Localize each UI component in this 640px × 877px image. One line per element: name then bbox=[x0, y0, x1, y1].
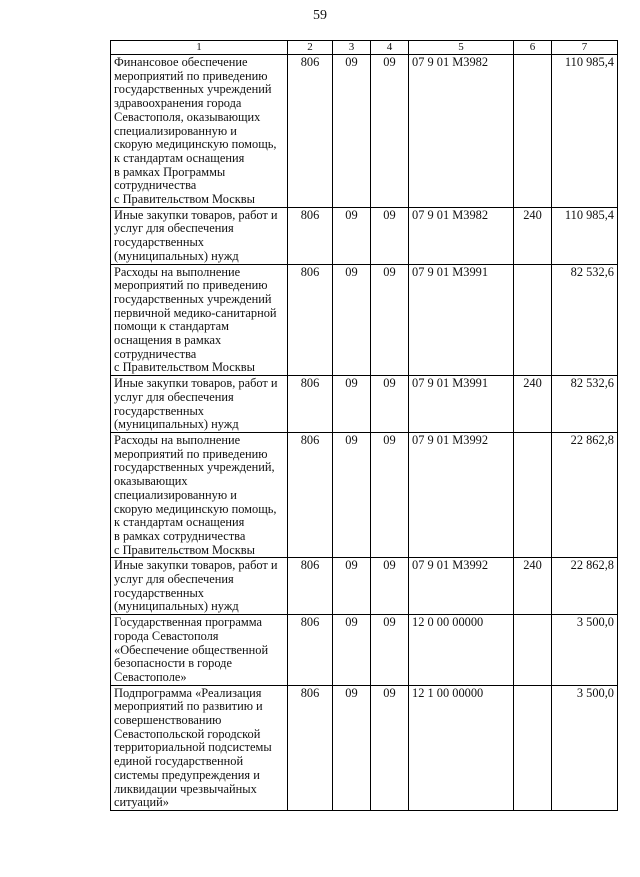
expense-type-cell bbox=[514, 558, 552, 615]
ministry-code-cell-text: 806 bbox=[300, 376, 320, 391]
ministry-code-cell bbox=[288, 207, 333, 264]
table-row bbox=[111, 558, 618, 615]
section-code-cell-text: 09 bbox=[345, 55, 358, 69]
ministry-code-cell-text: 806 bbox=[300, 558, 320, 573]
column-header-7: 7 bbox=[552, 41, 618, 55]
row-name-cell bbox=[111, 558, 288, 615]
subsection-code-cell-text: 09 bbox=[383, 432, 396, 447]
amount-cell-text: 22 862,8 bbox=[570, 432, 614, 447]
ministry-code-cell bbox=[288, 685, 333, 810]
ministry-code-cell bbox=[288, 264, 333, 376]
section-code-cell-text: 09 bbox=[345, 685, 358, 700]
subsection-code-cell-text: 09 bbox=[383, 376, 396, 391]
section-code-cell-text: 09 bbox=[345, 376, 358, 391]
amount-cell-text: 82 532,6 bbox=[570, 264, 614, 279]
target-article-cell bbox=[409, 264, 514, 376]
table-row bbox=[111, 615, 618, 686]
target-article-cell bbox=[409, 615, 514, 686]
amount-cell-text: 3 500,0 bbox=[576, 615, 614, 630]
amount-cell-text: 82 532,6 bbox=[570, 376, 614, 391]
section-code-cell-text: 09 bbox=[345, 264, 358, 279]
subsection-code-cell bbox=[371, 432, 409, 557]
column-header-3: 3 bbox=[333, 41, 371, 55]
row-name-cell-text: Расходы на выполнение мероприятий по приведению государственных учреждений первичной медико-санитарной помощи к стандартам оснащения в рамках сотрудничества с Правительством Москвы bbox=[114, 264, 277, 375]
expense-type-cell bbox=[514, 432, 552, 557]
target-article-cell-text: 12 1 00 00000 bbox=[412, 685, 484, 700]
ministry-code-cell-text: 806 bbox=[300, 207, 320, 222]
row-name-cell-text: Иные закупки товаров, работ и услуг для обеспечения государственных (муниципальных) нужд bbox=[114, 558, 278, 614]
target-article-cell bbox=[409, 558, 514, 615]
ministry-code-cell-text: 806 bbox=[300, 55, 320, 69]
column-header-4: 4 bbox=[371, 41, 409, 55]
expense-type-cell bbox=[514, 685, 552, 810]
target-article-cell-text: 07 9 01 М3982 bbox=[412, 207, 489, 222]
section-code-cell bbox=[333, 376, 371, 433]
target-article-cell bbox=[409, 55, 514, 208]
section-code-cell bbox=[333, 207, 371, 264]
row-name-cell bbox=[111, 432, 288, 557]
expense-type-cell bbox=[514, 615, 552, 686]
ministry-code-cell-text: 806 bbox=[300, 432, 320, 447]
section-code-cell-text: 09 bbox=[345, 615, 358, 630]
row-name-cell bbox=[111, 55, 288, 208]
expense-type-cell bbox=[514, 207, 552, 264]
table-row bbox=[111, 55, 618, 208]
target-article-cell bbox=[409, 376, 514, 433]
table-row bbox=[111, 685, 618, 810]
ministry-code-cell bbox=[288, 55, 333, 208]
table-row bbox=[111, 264, 618, 376]
amount-cell bbox=[552, 432, 618, 557]
expense-type-cell-text: 240 bbox=[523, 376, 542, 391]
amount-cell bbox=[552, 55, 618, 208]
section-code-cell bbox=[333, 685, 371, 810]
ministry-code-cell bbox=[288, 558, 333, 615]
row-name-cell-text: Иные закупки товаров, работ и услуг для обеспечения государственных (муниципальных) нужд bbox=[114, 207, 278, 263]
target-article-cell-text: 12 0 00 00000 bbox=[412, 615, 484, 630]
section-code-cell bbox=[333, 615, 371, 686]
amount-cell bbox=[552, 558, 618, 615]
ministry-code-cell bbox=[288, 376, 333, 433]
amount-cell-text: 110 985,4 bbox=[564, 207, 614, 222]
row-name-cell bbox=[111, 264, 288, 376]
row-name-cell-text: Расходы на выполнение мероприятий по приведению государственных учреждений, оказывающих специализированную и скорую медицинскую помощь, к стандартам оснащения в рамках сотрудничества с Правительством Москвы bbox=[114, 432, 277, 557]
table-row bbox=[111, 207, 618, 264]
amount-cell bbox=[552, 207, 618, 264]
subsection-code-cell bbox=[371, 558, 409, 615]
expense-type-cell-text: 240 bbox=[523, 207, 542, 222]
expense-type-cell bbox=[514, 55, 552, 208]
subsection-code-cell-text: 09 bbox=[383, 264, 396, 279]
row-name-cell-text: Государственная программа города Севастополя «Обеспечение общественной безопасности в городе Севастополе» bbox=[114, 615, 269, 684]
table-row bbox=[111, 432, 618, 557]
amount-cell bbox=[552, 685, 618, 810]
target-article-cell bbox=[409, 207, 514, 264]
subsection-code-cell bbox=[371, 615, 409, 686]
subsection-code-cell-text: 09 bbox=[383, 615, 396, 630]
row-name-cell bbox=[111, 685, 288, 810]
target-article-cell-text: 07 9 01 М3992 bbox=[412, 558, 489, 573]
subsection-code-cell-text: 09 bbox=[383, 207, 396, 222]
subsection-code-cell bbox=[371, 264, 409, 376]
section-code-cell bbox=[333, 264, 371, 376]
section-code-cell-text: 09 bbox=[345, 432, 358, 447]
column-header-6: 6 bbox=[514, 41, 552, 55]
amount-cell-text: 110 985,4 bbox=[564, 55, 614, 69]
section-code-cell bbox=[333, 432, 371, 557]
section-code-cell-text: 09 bbox=[345, 207, 358, 222]
target-article-cell bbox=[409, 432, 514, 557]
target-article-cell-text: 07 9 01 М3982 bbox=[412, 55, 489, 69]
row-name-cell-text: Подпрограмма «Реализация мероприятий по развитию и совершенствованию Севастопольской городской территориальной подсистемы единой государственной системы предупреждения и ликвидации чрезвычайных ситуаций» bbox=[114, 685, 272, 810]
column-header-5: 5 bbox=[409, 41, 514, 55]
table-body bbox=[111, 55, 618, 811]
budget-table bbox=[110, 40, 618, 811]
target-article-cell bbox=[409, 685, 514, 810]
subsection-code-cell bbox=[371, 685, 409, 810]
ministry-code-cell-text: 806 bbox=[300, 685, 320, 700]
row-name-cell bbox=[111, 376, 288, 433]
ministry-code-cell bbox=[288, 432, 333, 557]
column-header-1: 1 bbox=[111, 41, 288, 55]
column-header-2: 2 bbox=[288, 41, 333, 55]
row-name-cell-text: Иные закупки товаров, работ и услуг для обеспечения государственных (муниципальных) нужд bbox=[114, 376, 278, 432]
amount-cell-text: 22 862,8 bbox=[570, 558, 614, 573]
target-article-cell-text: 07 9 01 М3991 bbox=[412, 376, 489, 391]
amount-cell bbox=[552, 264, 618, 376]
amount-cell bbox=[552, 376, 618, 433]
row-name-cell-text: Финансовое обеспечение мероприятий по приведению государственных учреждений здравоохранения города Севастополя, оказывающих специализированную и скорую медицинскую помощь, к стандартам оснащения в рамках Программы сотрудничества с Правительством Москвы bbox=[114, 55, 277, 207]
target-article-cell-text: 07 9 01 М3991 bbox=[412, 264, 489, 279]
subsection-code-cell-text: 09 bbox=[383, 558, 396, 573]
table-header-row bbox=[111, 41, 618, 55]
ministry-code-cell-text: 806 bbox=[300, 264, 320, 279]
target-article-cell-text: 07 9 01 М3992 bbox=[412, 432, 489, 447]
page-number: 59 bbox=[313, 8, 327, 23]
table-row bbox=[111, 376, 618, 433]
subsection-code-cell-text: 09 bbox=[383, 55, 396, 69]
section-code-cell-text: 09 bbox=[345, 558, 358, 573]
amount-cell bbox=[552, 615, 618, 686]
section-code-cell bbox=[333, 55, 371, 208]
row-name-cell bbox=[111, 207, 288, 264]
expense-type-cell bbox=[514, 264, 552, 376]
amount-cell-text: 3 500,0 bbox=[576, 685, 614, 700]
subsection-code-cell bbox=[371, 207, 409, 264]
ministry-code-cell-text: 806 bbox=[300, 615, 320, 630]
expense-type-cell bbox=[514, 376, 552, 433]
row-name-cell bbox=[111, 615, 288, 686]
subsection-code-cell-text: 09 bbox=[383, 685, 396, 700]
section-code-cell bbox=[333, 558, 371, 615]
subsection-code-cell bbox=[371, 376, 409, 433]
subsection-code-cell bbox=[371, 55, 409, 208]
expense-type-cell-text: 240 bbox=[523, 558, 542, 573]
ministry-code-cell bbox=[288, 615, 333, 686]
